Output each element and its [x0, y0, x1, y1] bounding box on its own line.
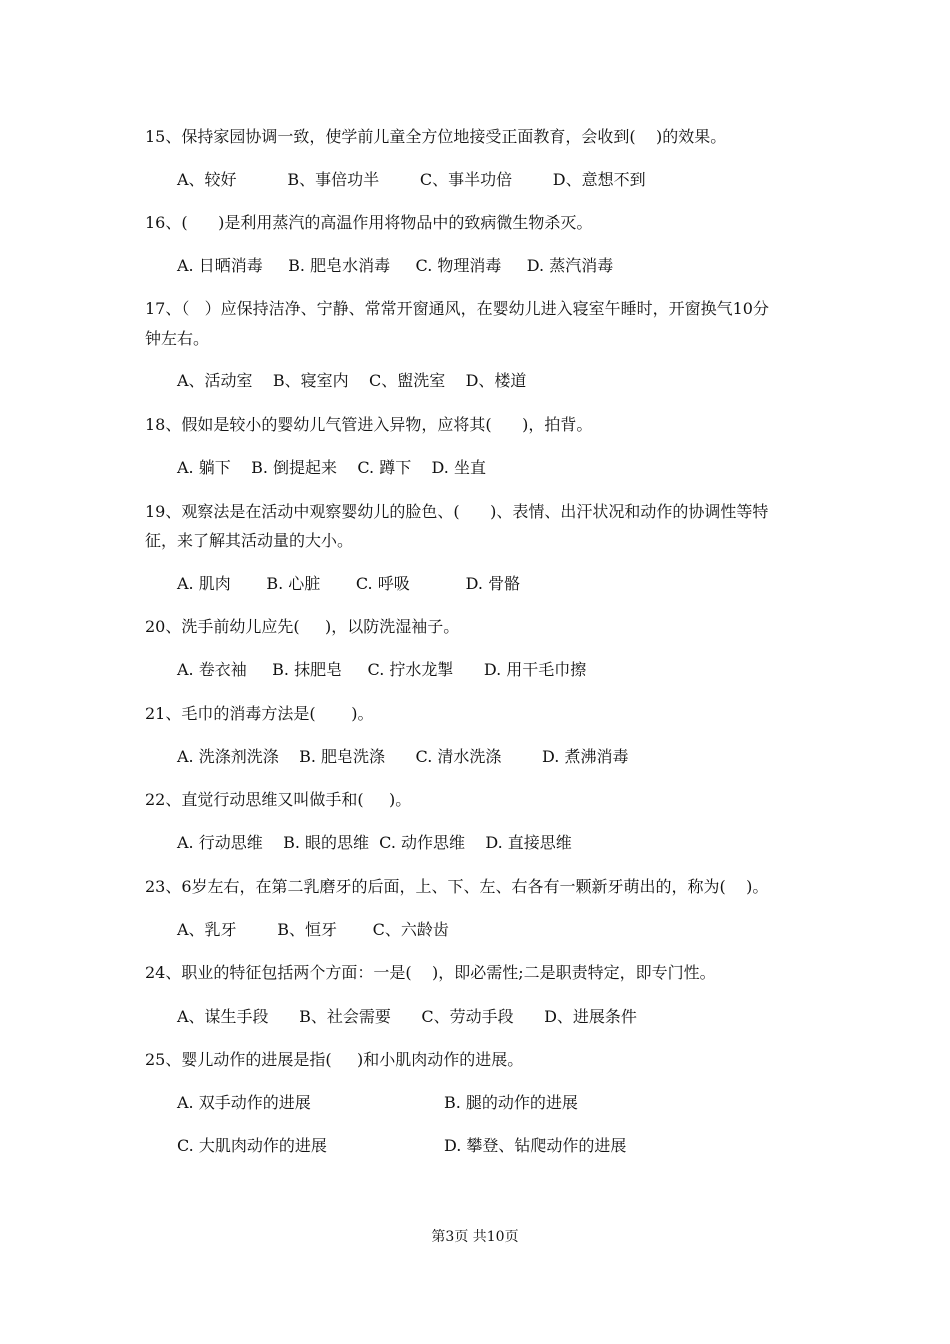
- question-22: 22、直觉行动思维又叫做手和( )。: [145, 790, 412, 809]
- question-20: 20、洗手前幼儿应先( )，以防洗湿袖子。: [145, 617, 460, 636]
- question-20-options: A. 卷衣袖 B. 抹肥皂 C. 拧水龙掣 D. 用干毛巾擦: [177, 660, 587, 679]
- question-15: 15、保持家园协调一致，使学前儿童全方位地接受正面教育，会收到( )的效果。: [145, 127, 727, 146]
- question-23: 23、6岁左右，在第二乳磨牙的后面，上、下、左、右各有一颗新牙萌出的，称为( )。: [145, 877, 769, 896]
- question-17-line2: 钟左右。: [145, 329, 210, 348]
- question-21: 21、毛巾的消毒方法是( )。: [145, 704, 374, 723]
- question-18: 18、假如是较小的婴幼儿气管进入异物，应将其( )，拍背。: [145, 415, 593, 434]
- question-25-option-a: A. 双手动作的进展: [177, 1093, 311, 1112]
- question-25: 25、婴儿动作的进展是指( )和小肌肉动作的进展。: [145, 1050, 524, 1069]
- question-21-options: A. 洗涤剂洗涤 B. 肥皂洗涤 C. 清水洗涤 D. 煮沸消毒: [177, 747, 629, 766]
- question-16: 16、( )是利用蒸汽的高温作用将物品中的致病微生物杀灭。: [145, 213, 593, 232]
- question-19-line1: 19、观察法是在活动中观察婴幼儿的脸色、( )、表情、出汗状况和动作的协调性等特: [145, 502, 769, 521]
- question-18-options: A. 躺下 B. 倒提起来 C. 蹲下 D. 坐直: [177, 458, 486, 477]
- question-16-options: A. 日晒消毒 B. 肥皂水消毒 C. 物理消毒 D. 蒸汽消毒: [177, 256, 614, 275]
- page-footer: 第3页 共10页: [431, 1229, 519, 1245]
- question-25-option-c: C. 大肌肉动作的进展: [177, 1136, 327, 1155]
- question-24: 24、职业的特征包括两个方面：一是( )，即必需性;二是职责特定，即专门性。: [145, 963, 716, 982]
- question-19-options: A. 肌肉 B. 心脏 C. 呼吸 D. 骨骼: [177, 574, 521, 593]
- question-25-option-d: D. 攀登、钻爬动作的进展: [444, 1136, 627, 1155]
- question-22-options: A. 行动思维 B. 眼的思维 C. 动作思维 D. 直接思维: [177, 833, 572, 852]
- question-24-options: A、谋生手段 B、社会需要 C、劳动手段 D、进展条件: [177, 1007, 637, 1026]
- question-15-options: A、较好 B、事倍功半 C、事半功倍 D、意想不到: [177, 170, 646, 189]
- question-17-line1: 17、（ ）应保持洁净、宁静、常常开窗通风，在婴幼儿进入寝室午睡时，开窗换气10分: [145, 299, 769, 318]
- question-19-line2: 征，来了解其活动量的大小。: [145, 531, 354, 550]
- question-25-option-b: B. 腿的动作的进展: [444, 1093, 578, 1112]
- question-17-options: A、活动室 B、寝室内 C、盥洗室 D、楼道: [177, 371, 527, 390]
- question-23-options: A、乳牙 B、恒牙 C、六龄齿: [177, 920, 449, 939]
